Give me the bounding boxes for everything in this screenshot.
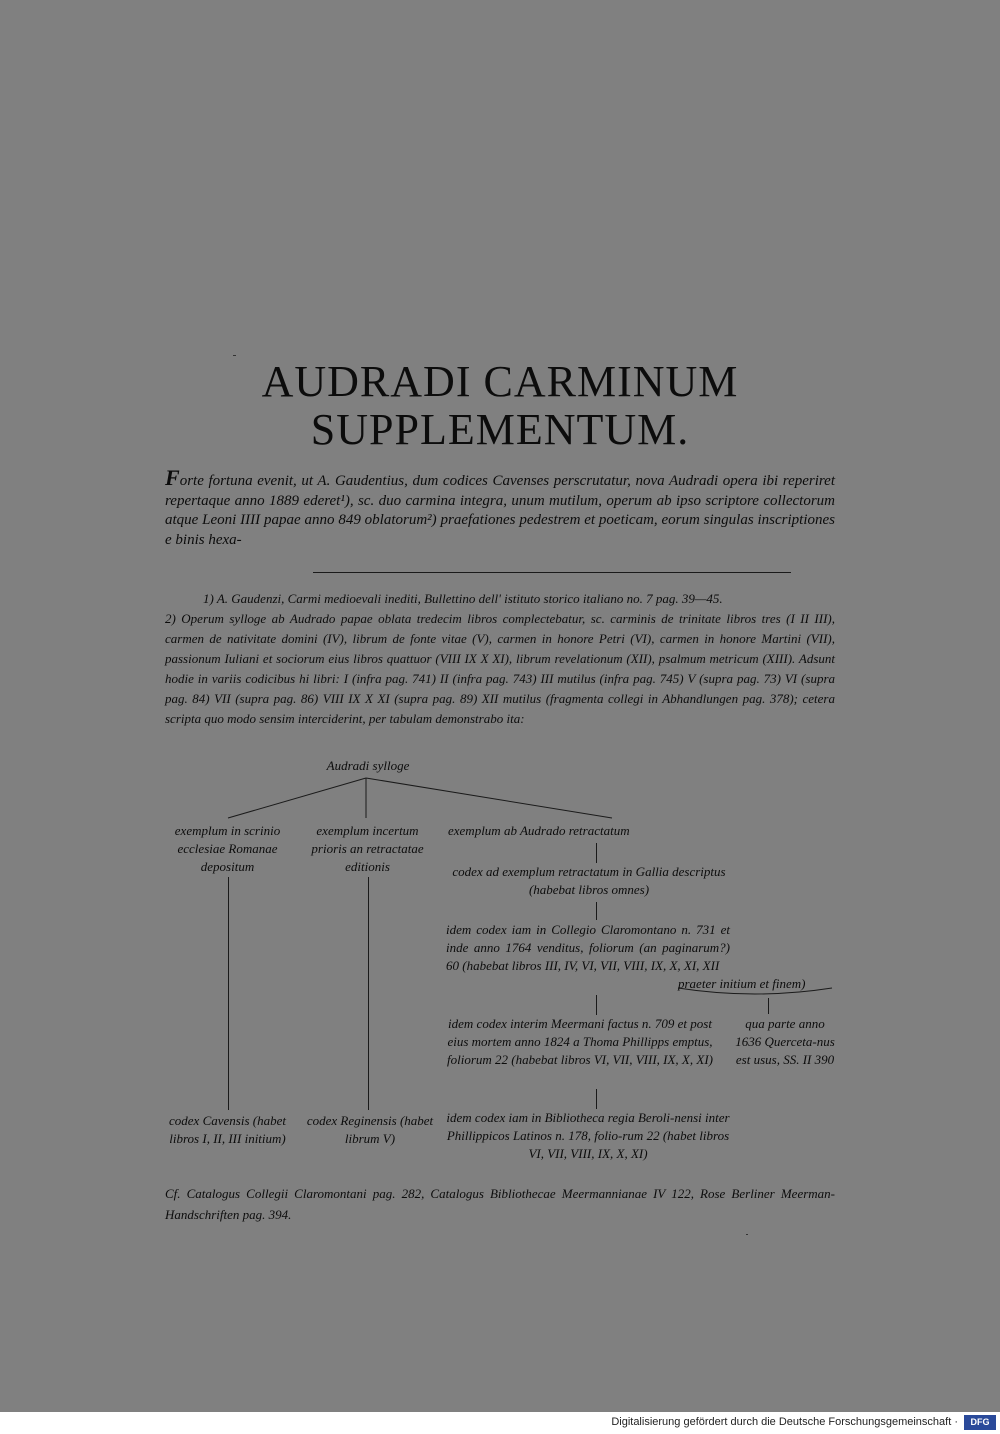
- stemma-line-c1: [596, 843, 597, 863]
- title-line-2: SUPPLEMENTUM.: [310, 405, 690, 454]
- stemma-node-c2: idem codex iam in Collegio Claromontano n. 731 et inde anno 1764 venditus, foliorum (an paginarum?) 60 (habebat libros III, IV, VI, VII, VIII, IX, X, XI, XII: [446, 922, 730, 973]
- stemma-leaf-b: codex Reginensis (habet librum V): [306, 1113, 434, 1146]
- footer-credit: Digitalisierung gefördert durch die Deutsche Forschungsgemeinschaft ·: [611, 1416, 958, 1428]
- footnote-1: 1) A. Gaudenzi, Carmi medioevali inediti, Bullettino dell' istituto storico italiano no. 7 pag. 39—45.: [203, 591, 723, 606]
- stemma-branch-c: exemplum ab Audrado retractatum: [448, 823, 630, 838]
- intro-text: orte fortuna evenit, ut A. Gaudentius, dum codices Cavenses perscrutatur, nova Audradi opera ibi reperiret repertaque anno 1889 ederet¹), sc. duo carmina integra, unum mutilum, operum ab ipso scriptore collectorum atque Leoni IIII papae anno 849 oblatorum²) praefationes pedestrem et poeticam, eorum singulas inscriptiones e binis hexa-: [165, 473, 835, 548]
- stemma-line-c4: [596, 1089, 597, 1109]
- dfg-logo-icon: DFG: [964, 1415, 996, 1430]
- stemma-node-c2-tail: praeter initium et finem): [678, 976, 806, 991]
- drop-cap: F: [165, 465, 180, 490]
- stemma-line-b: [368, 877, 369, 1110]
- stemma-node-c3-side: qua parte anno 1636 Querceta-nus est usus, SS. II 390: [735, 1016, 835, 1067]
- title-line-1: AUDRADI CARMINUM: [261, 357, 739, 406]
- stemma-line-a: [228, 877, 229, 1110]
- stemma-node-c3: idem codex interim Meermani factus n. 709 et post eius mortem anno 1824 a Thoma Phillipps emptus, foliorum 22 (habebat libros VI, VII, VIII, IX, X, XI): [447, 1016, 713, 1067]
- references-note: Cf. Catalogus Collegii Claromontani pag. 282, Catalogus Bibliothecae Meermannianae IV 122, Rose Berliner Meerman-Handschriften pag. 394.: [165, 1186, 835, 1222]
- stemma-node-c4: idem codex iam in Bibliotheca regia Beroli-nensi inter Phillippicos Latinos n. 178, folio-rum 22 (habet libros VI, VII, VIII, IX, X, XI): [446, 1110, 730, 1161]
- stemma-root: Audradi sylloge: [326, 758, 410, 773]
- stemma-line-c3: [596, 995, 597, 1015]
- stemma-branch-a: exemplum in scrinio ecclesiae Romanae depositum: [174, 823, 281, 874]
- footnote-2: 2) Operum sylloge ab Audrado papae oblata tredecim libros complectebatur, sc. carminis de trinitate libros tres (I II III), carmen de nativitate domini (IV), librum de fonte vitae (V), carmen in honore Petri (VI), carmen in honore Martini (VII), passionum Iuliani et sociorum eius libros quattuor (VIII IX X XI), librum revelationum (XII), psalmum metricum (XIII). Adsunt hodie in variis codicibus hi libri: I (infra pag. 741) II (infra pag. 743) III mutilus (infra pag. 745) V (supra pag. 73) VI (supra pag. 84) VII (supra pag. 86) VIII IX X XI (supra pag. 89) XII mutilus (fragmenta collegi in Abhandlungen pag. 378); cetera scripta quo modo sensim interciderint, per tabulam demonstrabo ita:: [165, 611, 835, 726]
- stemma-line-c3-side: [768, 998, 769, 1014]
- stemma-node-c1: codex ad exemplum retractatum in Gallia descriptus (habebat libros omnes): [452, 864, 726, 897]
- stemma-line-c2: [596, 902, 597, 920]
- scan-speck: [746, 1234, 748, 1235]
- stemma-branch-b: exemplum incertum prioris an retractatae editionis: [311, 823, 424, 874]
- stemma-leaf-a: codex Cavensis (habet libros I, II, III initium): [169, 1113, 286, 1146]
